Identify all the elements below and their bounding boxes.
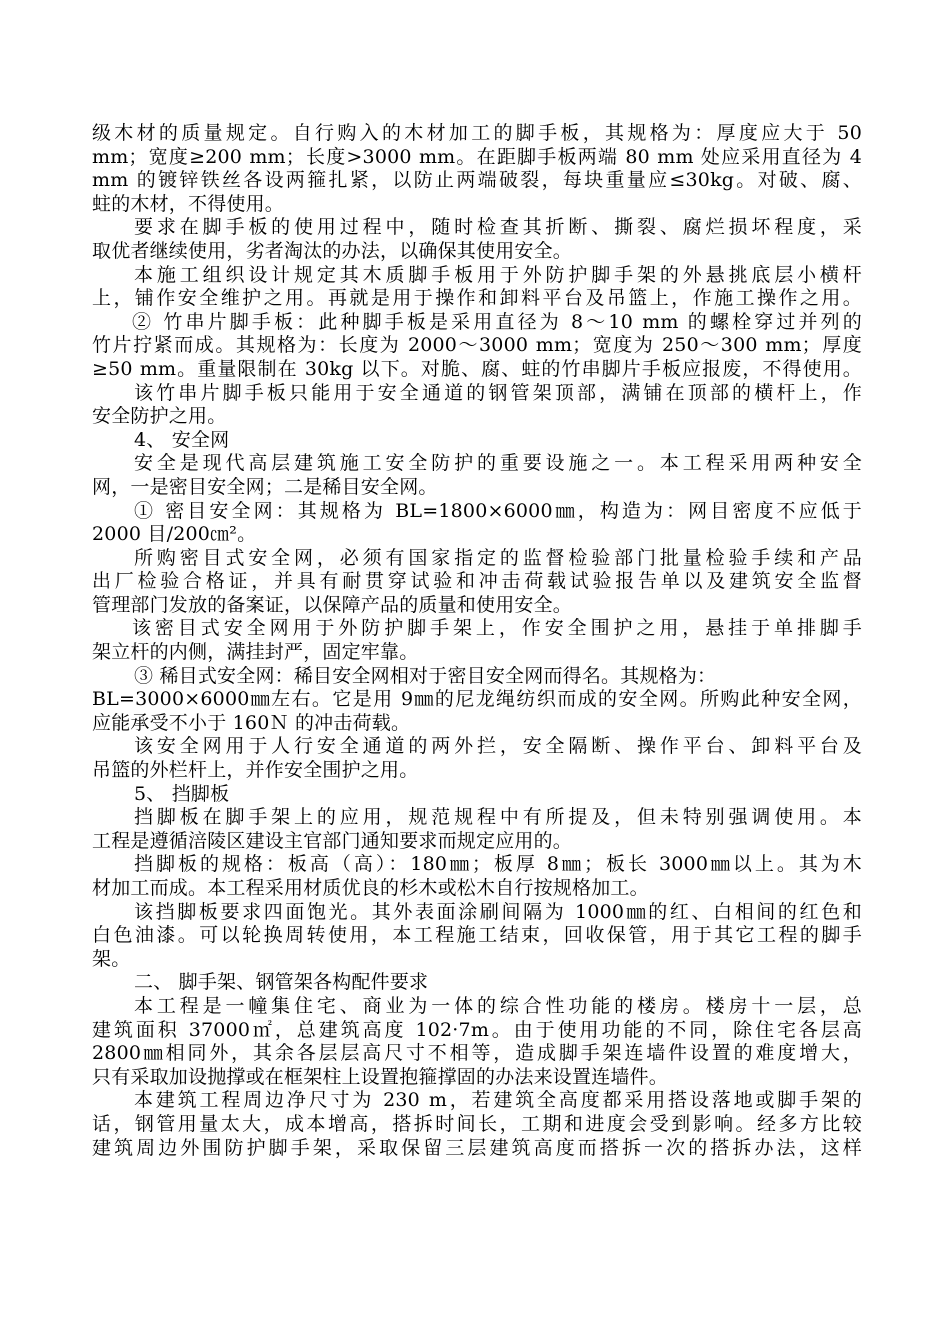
text-line: 网，一是密目安全网；二是稀目安全网。 [92, 475, 438, 498]
text-line: ③ 稀目式安全网：稀目安全网相对于密目安全网而得名。其规格为： [134, 664, 717, 687]
text-line: 应能承受不小于 160Ｎ 的冲击荷载。 [92, 711, 411, 734]
text-line: 本施工组织设计规定其木质脚手板用于外防护脚手架的外悬挑底层小横杆 [134, 263, 862, 286]
text-line: mm；宽度≥200 mm；长度>3000 mm。在距脚手板两端 80 mm 处应采用直径为 4 [92, 145, 862, 168]
text-line: 二、 脚手架、钢管架各构配件要求 [134, 971, 429, 994]
text-line: 上，铺作安全维护之用。再就是用于操作和卸料平台及吊篮上，作施工操作之用。 [92, 287, 862, 310]
text-line: 要求在脚手板的使用过程中，随时检查其折断、撕裂、腐烂损坏程度，采 [134, 216, 862, 239]
text-line: 本建筑工程周边净尺寸为 230 m，若建筑全高度都采用搭设落地或脚手架的 [134, 1089, 862, 1112]
text-line: 吊篮的外栏杆上，并作安全围护之用。 [92, 759, 419, 782]
text-line: ① 密目安全网：其规格为 BL=1800×6000㎜，构造为：网目密度不应低于 [134, 499, 862, 522]
text-line: 取优者继续使用，劣者淘汰的办法，以确保其使用安全。 [92, 239, 573, 262]
text-line: BL=3000×6000㎜左右。它是用 9㎜的尼龙绳纺织而成的安全网。所购此种安全网， [92, 688, 862, 711]
text-line: 该安全网用于人行安全通道的两外拦，安全隔断、操作平台、卸料平台及 [134, 735, 862, 758]
text-line: 安全是现代高层建筑施工安全防护的重要设施之一。本工程采用两种安全 [134, 452, 862, 475]
text-line: 话，钢管用量太大，成本增高，搭拆时间长，工期和进度会受到影响。经多方比较 [92, 1112, 862, 1135]
text-line: 安全防护之用。 [92, 405, 227, 428]
text-line: 2000 目/200㎝²。 [92, 523, 257, 546]
text-line: 架。 [92, 947, 131, 970]
text-line: 架立杆的内侧，满挂封严，固定牢靠。 [92, 641, 419, 664]
text-line: 挡脚板的规格：板高（高）：180㎜；板厚 8㎜；板长 3000㎜以上。其为木 [134, 853, 862, 876]
text-line: 管理部门发放的备案证，以保障产品的质量和使用安全。 [92, 593, 573, 616]
text-line: 工程是遵循涪陵区建设主官部门通知要求而规定应用的。 [92, 829, 573, 852]
text-line: 材加工而成。本工程采用材质优良的杉木或松木自行按规格加工。 [92, 877, 649, 899]
text-line: 竹片拧紧而成。其规格为：长度为 2000～3000 mm；宽度为 250～300 mm；厚度 [92, 334, 862, 357]
text-line: 建筑面积 37000㎡，总建筑高度 102·7m。由于使用功能的不同，除住宅各层高 [92, 1018, 862, 1041]
text-line: ≥50 mm。重量限制在 30kg 以下。对脆、腐、蛀的竹串脚片手板应报废，不得使用。 [92, 357, 862, 380]
text-line: 该竹串片脚手板只能用于安全通道的钢管架顶部，满铺在顶部的横杆上，作 [134, 381, 862, 404]
text-line: 蛀的木材，不得使用。 [92, 192, 285, 215]
text-line: 建筑周边外围防护脚手架，采取保留三层建筑高度而搭拆一次的搭拆办法，这样 [92, 1136, 862, 1159]
text-line: 挡脚板在脚手架上的应用，规范规程中有所提及，但未特别强调使用。本 [134, 806, 862, 829]
text-line: 只有采取加设抛撑或在框架柱上设置抱箍撑固的办法来设置连墙件。 [92, 1065, 669, 1088]
text-line: mm 的镀锌铁丝各设两箍扎紧，以防止两端破裂，每块重量应≤30kg。对破、腐、 [92, 169, 862, 192]
text-line: 5、 挡脚板 [134, 782, 230, 805]
text-line: 白色油漆。可以轮换周转使用，本工程施工结束，回收保管，用于其它工程的脚手 [92, 924, 862, 947]
text-line: ② 竹串片脚手板：此种脚手板是采用直径为 8～10 mm 的螺栓穿过并列的 [132, 310, 862, 333]
document-page [92, 122, 862, 1160]
text-line: 4、 安全网 [134, 428, 230, 451]
text-line: 该挡脚板要求四面饱光。其外表面涂刷间隔为 1000㎜的红、白相间的红色和 [134, 900, 862, 923]
text-line: 2800㎜相同外，其余各层层高尺寸不相等，造成脚手架连墙件设置的难度增大， [92, 1042, 862, 1065]
text-line: 出厂检验合格证，并具有耐贯穿试验和冲击荷载试验报告单以及建筑安全监督 [92, 570, 862, 593]
text-line: 所购密目式安全网，必须有国家指定的监督检验部门批量检验手续和产品 [134, 546, 862, 569]
text-line: 本工程是一幢集住宅、商业为一体的综合性功能的楼房。楼房十一层，总 [134, 994, 862, 1017]
text-line: 该密目式安全网用于外防护脚手架上，作安全围护之用，悬挂于单排脚手 [132, 617, 862, 640]
text-line: 级木材的质量规定。自行购入的木材加工的脚手板，其规格为：厚度应大于 50 [92, 122, 862, 144]
